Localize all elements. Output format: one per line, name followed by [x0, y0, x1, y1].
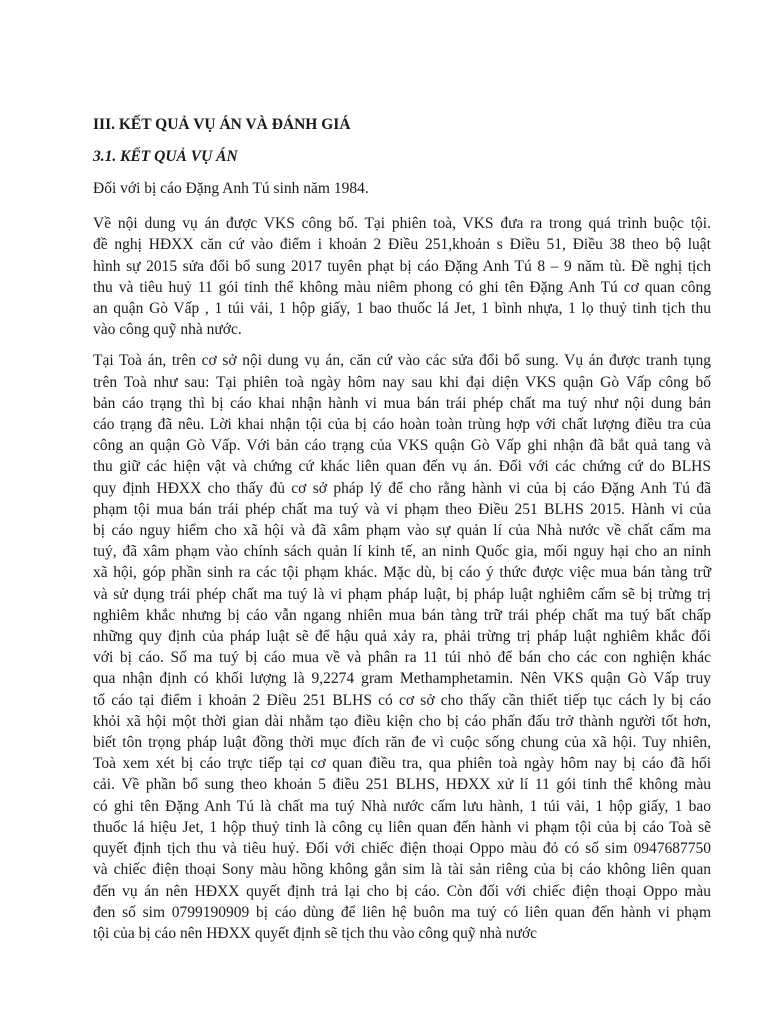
paragraph-2: [93, 350, 711, 944]
paragraph-2-line: bản cáo trạng thì bị cáo khai nhận hành vi mua bán trái phép chất ma tuý như nội dung bản: [93, 394, 711, 412]
paragraph-1-line: thu và tiêu huỷ 11 gói tinh thể không màu niêm phong có ghi tên Đặng Anh Tú cơ quan công: [93, 278, 711, 296]
paragraph-2-line: phạm tội mua bán trái phép chất ma tuý và vi phạm theo Điều 251 BLHS 2015. Hành vi của: [93, 500, 711, 518]
paragraph-2-line: qua nhận định có khối lượng là 9,2274 gram Methamphetamin. Nên VKS quận Gò Vấp truy: [93, 670, 711, 688]
paragraph-2-line: thu giữ các hiện vật và chứng cứ khác liên quan đến vụ án. Đối với các chứng cứ do BLHS: [93, 458, 711, 476]
paragraph-2-line: nghiêm khắc nhưng bị cáo vẫn ngang nhiên mua bán tàng trữ trái phép chất ma tuý bất chấp: [93, 606, 711, 624]
paragraph-1-line: hình sự 2015 sửa đổi bổ sung 2017 tuyên phạt bị cáo Đặng Anh Tú 8 – 9 năm tù. Đề nghị tịch: [93, 257, 711, 275]
paragraph-2-line: khỏi xã hội một thời gian dài nhằm tạo điều kiện cho bị cáo phấn đấu trở thành người tốt hơn,: [93, 712, 711, 730]
paragraph-2-line: đến vụ án nên HĐXX quyết định trả lại cho bị cáo. Còn đối với chiếc điện thoại Oppo màu: [93, 882, 711, 900]
paragraph-2-line: Tại Toà án, trên cơ sở nội dung vụ án, căn cứ vào các sửa đổi bổ sung. Vụ án được tranh tụng: [93, 352, 711, 370]
paragraph-2-line: quyết định tịch thu và tiêu huỷ. Đối với chiếc điện thoại Oppo màu đỏ có số sim 0947687750: [93, 840, 711, 858]
paragraph-2-line: với bị cáo. Số ma tuý bị cáo mua về và phân ra 11 túi nhỏ để bán cho các con nghiện khác: [93, 649, 711, 667]
paragraph-2-line: có ghi tên Đặng Anh Tú là chất ma tuý Nhà nước cấm lưu hành, 1 túi vải, 1 hộp giấy, 1 bao: [93, 797, 711, 815]
paragraph-1: [93, 213, 711, 340]
paragraph-2-line: quy định HĐXX cho thấy đủ cơ sở pháp lý để cho rằng hành vi của bị cáo Đặng Anh Tú đã: [93, 479, 711, 497]
paragraph-1-line: Về nội dung vụ án được VKS công bố. Tại phiên toà, VKS đưa ra trong quá trình buộc tội.: [93, 215, 711, 233]
paragraph-2-line: biết tôn trọng pháp luật đồng thời mục đích răn đe vì cuộc sống chung của xã hội. Tuy nhiên,: [93, 734, 711, 752]
intro-paragraph: Đối với bị cáo Đặng Anh Tú sinh năm 1984.: [93, 180, 369, 197]
paragraph-2-line: tội của bị cáo nên HĐXX quyết định sẽ tịch thu vào công quỹ nhà nước: [93, 924, 538, 942]
paragraph-2-line: và chiếc điện thoại Sony màu hồng không gắn sim là tài sản riêng của bị cáo không liên quan: [93, 861, 711, 879]
paragraph-2-line: trên Toà như sau: Tại phiên toà ngày hôm nay sau khi đại diện VKS quận Gò Vấp công bố: [93, 373, 711, 391]
paragraph-2-line: thuốc lá hiệu Jet, 1 hộp thuỷ tinh là công cụ liên quan đến hành vi phạm tội của bị cáo Toà sẽ: [93, 818, 711, 836]
section-title: III. KẾT QUẢ VỤ ÁN VÀ ĐÁNH GIÁ: [93, 116, 351, 133]
paragraph-2-line: những quy định của pháp luật sẽ để hậu quả xảy ra, phải trừng trị pháp luật nghiêm khắc đối: [93, 628, 711, 646]
paragraph-2-line: tuý, đã xâm phạm vào chính sách quản lí kinh tế, an ninh Quốc gia, mối nguy hại cho an ninh: [93, 543, 711, 561]
paragraph-2-line: công an quận Gò Vấp. Với bản cáo trạng của VKS quận Gò Vấp ghi nhận đã bắt quả tang và: [93, 437, 711, 455]
subsection-title: 3.1. KẾT QUẢ VỤ ÁN: [93, 148, 238, 165]
paragraph-2-line: cải. Về phần bổ sung theo khoản 5 điều 251 BLHS, HĐXX xử lí 11 gói tinh thể không màu: [93, 776, 711, 794]
paragraph-2-line: bị cáo nguy hiểm cho xã hội và đã xâm phạm vào sự quản lí của Nhà nước về chất cấm ma: [93, 522, 711, 540]
paragraph-2-line: Toà xem xét bị cáo trực tiếp tại cơ quan điều tra, qua phiên toà ngày hôm nay bị cáo đã hối: [93, 755, 711, 773]
paragraph-2-line: đen số sim 0799190909 bị cáo dùng để liên hệ buôn ma tuý có liên quan đến hành vi phạm: [93, 903, 711, 921]
document-content: [93, 114, 711, 954]
paragraph-2-line: tố cáo tại điểm i khoản 2 Điều 251 BLHS có cơ sở cho thấy cần thiết tiếp tục cách ly bị cáo: [93, 691, 711, 709]
paragraph-2-line: cáo trạng đã nêu. Lời khai nhận tội của bị cáo hoàn toàn trùng hợp với chất lượng điều tra của: [93, 416, 711, 434]
paragraph-1-line: an quận Gò Vấp , 1 túi vải, 1 hộp giấy, 1 bao thuốc lá Jet, 1 bình nhựa, 1 lọ thuỷ tinh tịch thu: [93, 300, 711, 318]
paragraph-2-line: và sử dụng trái phép chất ma tuý là vi phạm pháp luật, bị pháp luật nghiêm cấm sẽ bị trừng trị: [93, 585, 711, 603]
paragraph-1-line: đề nghị HĐXX căn cứ vào điểm i khoản 2 Điều 251,khoản s Điều 51, Điều 38 theo bộ luật: [93, 236, 711, 254]
paragraph-1-line: vào công quỹ nhà nước.: [93, 321, 242, 339]
paragraph-2-line: xã hội, góp phần sinh ra các tội phạm khác. Mặc dù, bị cáo ý thức được việc mua bán tàng trữ: [93, 564, 711, 582]
